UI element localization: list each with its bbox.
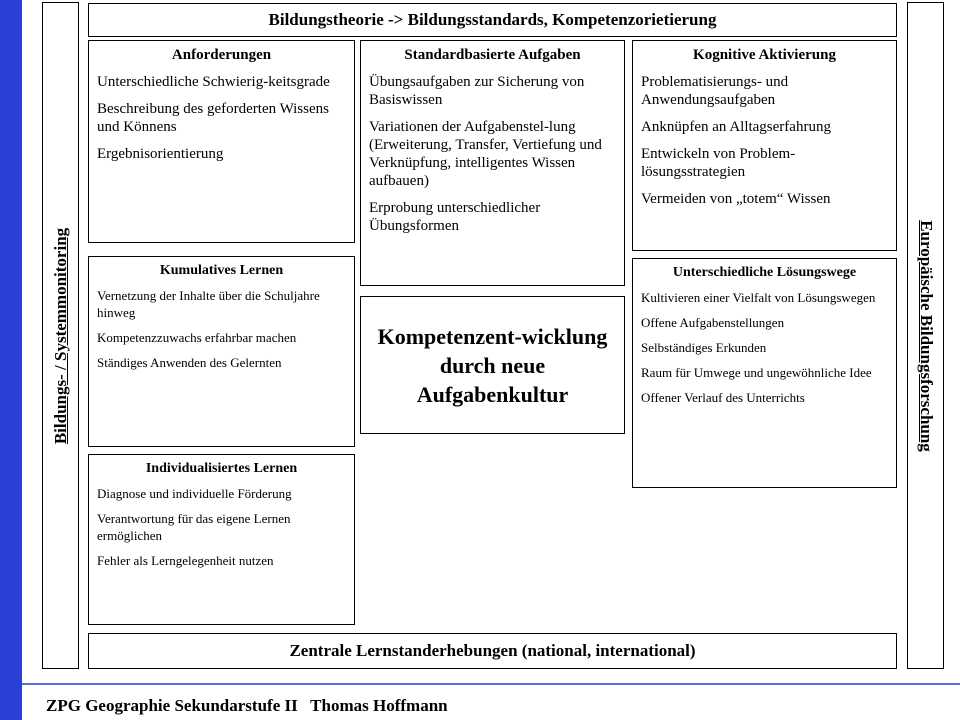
- loesungswege-title: Unterschiedliche Lösungswege: [672, 265, 857, 280]
- left-accent-bar: [0, 0, 22, 720]
- standardbasierte-box: [360, 40, 625, 286]
- footer-text: ZPG Geographie Sekundarstufe II Thomas Hoffmann: [46, 696, 448, 715]
- loesungswege-item: Kultivieren einer Vielfalt von Lösungswegen: [641, 290, 876, 305]
- right-side-panel: [907, 2, 944, 669]
- loesungswege-item: Selbständiges Erkunden: [641, 340, 767, 355]
- bottom-banner: [88, 633, 897, 669]
- kumulatives-item: Kompetenzzuwachs erfahrbar machen: [97, 330, 297, 345]
- anforderungen-title: Anforderungen: [171, 47, 272, 63]
- loesungswege-item: Offener Verlauf des Unterrichts: [641, 390, 805, 405]
- loesungswege-box: [632, 258, 897, 488]
- loesungswege-item: Raum für Umwege und ungewöhnliche Idee: [641, 365, 872, 380]
- standardbasierte-item: Erprobung unterschiedlicher Übungsformen: [369, 200, 541, 234]
- kumulatives-item: Vernetzung der Inhalte über die Schuljahre hinweg: [97, 288, 320, 320]
- loesungswege-item: Offene Aufgabenstellungen: [641, 315, 785, 330]
- kumulatives-box: [88, 256, 355, 447]
- bottom-banner-text: Zentrale Lernstanderhebungen (national, international): [289, 641, 696, 660]
- kognitive-box: [632, 40, 897, 251]
- center-text: Kompetenzent-wicklung durch neue Aufgabenkultur: [377, 323, 608, 407]
- individualisiertes-title: Individualisiertes Lernen: [145, 461, 298, 476]
- anforderungen-box: [88, 40, 355, 243]
- kumulatives-item: Ständiges Anwenden des Gelernten: [97, 355, 282, 370]
- left-side-label: Bildungs- / Systemmonitoring: [50, 227, 70, 444]
- kognitive-item: Vermeiden von „totem“ Wissen: [641, 191, 831, 207]
- standardbasierte-item: Variationen der Aufgabenstel-lung (Erweiterung, Transfer, Vertiefung und Verknüpfung, intelligentes Wissen aufbauen): [369, 119, 602, 189]
- kognitive-title: Kognitive Aktivierung: [693, 47, 836, 63]
- standardbasierte-item: Übungsaufgaben zur Sicherung von Basiswissen: [369, 74, 585, 108]
- anforderungen-item: Unterschiedliche Schwierig-keitsgrade: [97, 74, 330, 90]
- individualisiertes-item: Fehler als Lerngelegenheit nutzen: [97, 553, 274, 568]
- kumulatives-title: Kumulatives Lernen: [159, 263, 284, 278]
- anforderungen-item: Ergebnisorientierung: [97, 146, 224, 162]
- anforderungen-item: Beschreibung des geforderten Wissens und Könnens: [97, 101, 329, 135]
- right-side-label: Europäische Bildungsforschung: [916, 219, 936, 452]
- kognitive-item: Entwickeln von Problem-lösungsstrategien: [641, 146, 796, 180]
- left-side-panel: [42, 2, 79, 669]
- kognitive-item: Problematisierungs- und Anwendungsaufgaben: [641, 74, 789, 108]
- center-box: [360, 296, 625, 434]
- individualisiertes-box: [88, 454, 355, 625]
- kognitive-item: Anknüpfen an Alltagserfahrung: [641, 119, 831, 135]
- individualisiertes-item: Diagnose und individuelle Förderung: [97, 486, 292, 501]
- header-banner: [88, 3, 897, 37]
- standardbasierte-title: Standardbasierte Aufgaben: [404, 47, 581, 63]
- footer-divider: [22, 683, 960, 685]
- individualisiertes-item: Verantwortung für das eigene Lernen ermöglichen: [97, 511, 291, 543]
- header-title: Bildungstheorie -> Bildungsstandards, Kompetenzorietierung: [268, 10, 717, 29]
